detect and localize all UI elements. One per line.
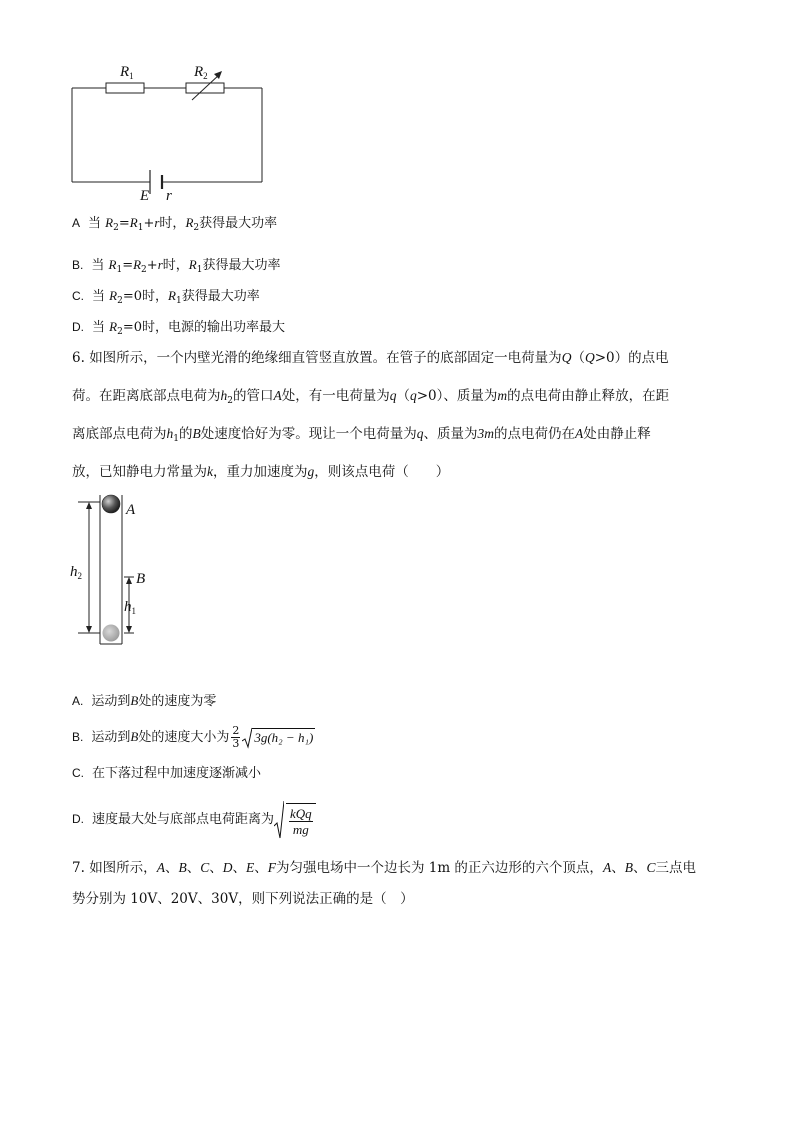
kqq-over-mg-fraction: $\frac{\text{kQq}}{mg}$	[286, 803, 316, 837]
r1-label: $R_1$	[120, 64, 134, 81]
q6-line-2: 荷。在距离底部点电荷为$h_2$的管口A处，有一电荷量为q（q>0）、质量为m的点电荷由静止释放，在距	[72, 388, 670, 406]
point-a-label: A	[126, 502, 136, 518]
q5-option-a: A 当 $R_2=R_1+r$时，$R_2$获得最大功率	[72, 215, 278, 233]
r2-label: $R_2$	[194, 64, 208, 81]
q6-option-b: B. 运动到B处的速度大小为 $\frac{2}{3}$ 3g(h₂ − h₁)	[72, 724, 314, 750]
resistor-r1	[106, 83, 144, 93]
q6-line-3: 离底部点电荷为$h_1$的B处速度恰好为零。现让一个电荷量为q、质量为3m的点电荷仍在A处由静止释	[72, 426, 651, 444]
emf-label: E	[140, 188, 150, 204]
circuit-diagram	[60, 58, 280, 208]
q6-option-d: D. 速度最大处与底部点电荷距离为 $\frac{\text{kQq}}{mg}$	[72, 796, 318, 842]
q5-option-b: B. 当 $R_1=R_2+r$时，$R_1$获得最大功率	[72, 257, 281, 275]
radical-sign-d	[274, 800, 284, 840]
q7-line-1: 7. 如图所示，A、B、C、D、E、F为匀强电场中一个边长为 1m 的正六边形的六个顶点，A、B、C三点电	[72, 860, 696, 876]
radicand-b: 3g(h₂ − h₁)	[254, 730, 314, 745]
q5-option-d: D. 当 $R_2=0$时，电源的输出功率最大	[72, 319, 286, 337]
q5-option-c: C. 当 $R_2=0$时，$R_1$获得最大功率	[72, 288, 260, 306]
point-b-label: B	[136, 571, 146, 587]
h2-label: $h_2$	[70, 564, 82, 581]
q6-line-4: 放，已知静电力常量为k，重力加速度为g，则该点电荷（ ）	[72, 464, 450, 480]
radical-sign	[242, 727, 252, 749]
q6-line-1: 6. 如图所示，一个内壁光滑的绝缘细直管竖直放置。在管子的底部固定一电荷量为Q（Q>0）的点电	[72, 350, 669, 366]
q6-option-a: A. 运动到B处的速度为零	[72, 693, 217, 709]
tube-diagram	[70, 490, 170, 650]
h1-label: $h_1$	[124, 599, 136, 616]
internal-resistance-label: r	[166, 188, 172, 204]
q6-option-c: C. 在下落过程中加速度逐渐减小	[72, 766, 262, 781]
fixed-charge-ball	[103, 625, 120, 642]
released-charge-ball	[102, 495, 120, 513]
two-thirds-fraction: $\frac{2}{3}$	[232, 724, 240, 750]
q7-line-2: 势分别为 10V、20V、30V，则下列说法正确的是（ ）	[72, 891, 414, 907]
